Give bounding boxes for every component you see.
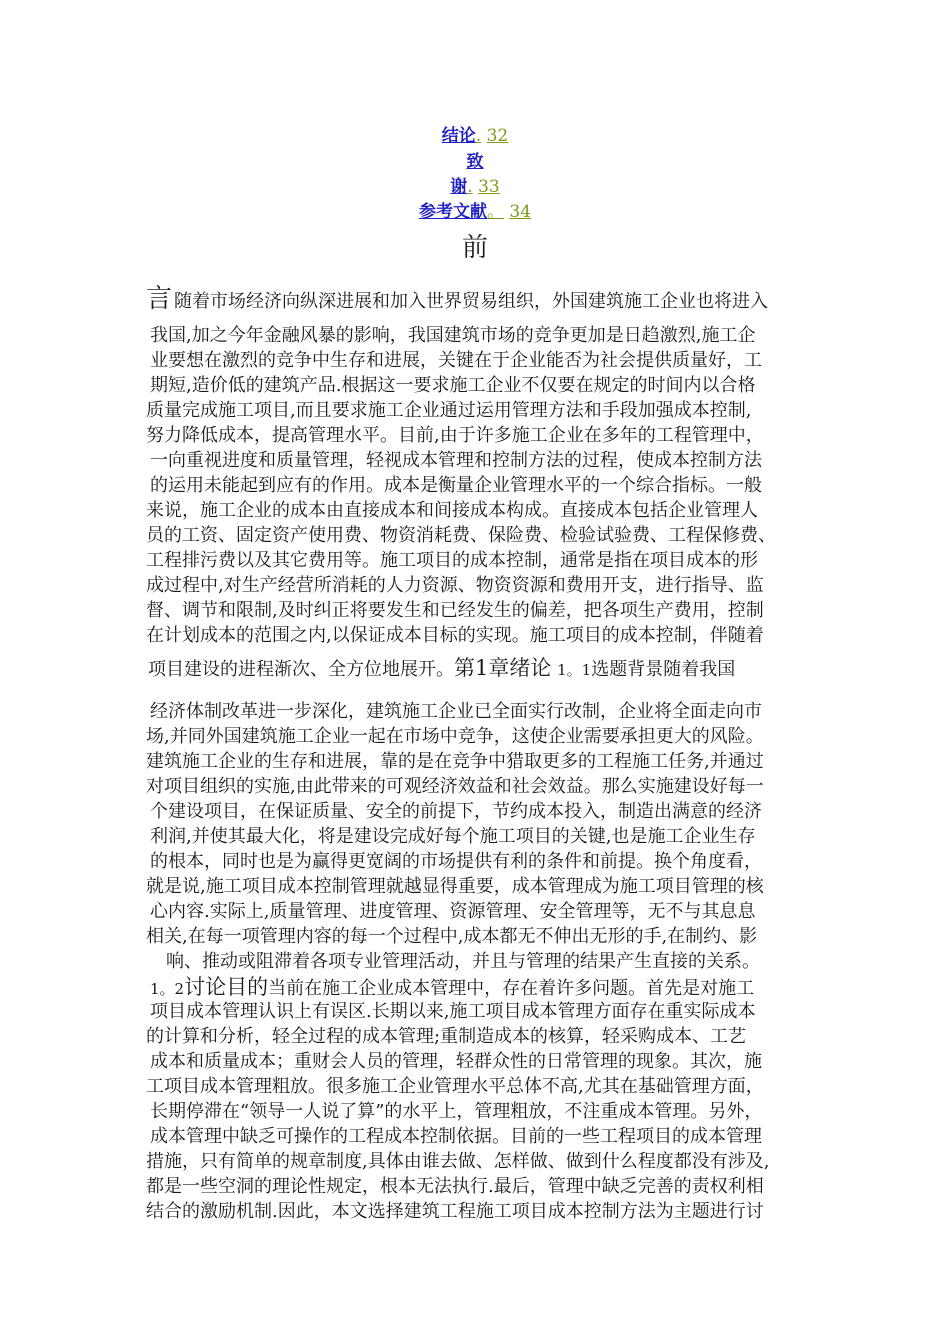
toc-page[interactable]: 33 (478, 177, 500, 197)
body-line: 努力降低成本，提高管理水平。目前,由于许多施工企业在多年的工程管理中， (146, 425, 764, 446)
body-line: 都是一些空洞的理论性规定，根本无法执行.最后，管理中缺乏完善的责权利相 (146, 1176, 764, 1197)
body-line: 一向重视进度和质量管理，轻视成本管理和控制方法的过程，使成本控制方法 (150, 450, 762, 471)
toc-entry-references[interactable] (0, 200, 950, 224)
section-1-2-line (0, 975, 950, 1001)
body-line: 的运用未能起到应有的作用。成本是衡量企业管理水平的一个综合指标。一般 (150, 475, 762, 496)
preface-heading-char-2: 言 (146, 284, 173, 314)
section-number: 1。1 (557, 661, 592, 679)
body-line: 项目成本管理认识上有误区.长期以来,施工项目成本管理方面存在重实际成本 (150, 1001, 756, 1022)
body-line: 来说，施工企业的成本由直接成本和间接成本构成。直接成本包括企业管理人 (146, 500, 758, 521)
body-text: 项目建设的进程渐次、全方位地展开。 (148, 659, 454, 680)
body-line: 随着市场经济向纵深进展和加入世界贸易组织，外国建筑施工企业也将进入 (174, 291, 768, 312)
body-line: 场,并同外国建筑施工企业一起在市场中竞争，这使企业需要承担更大的风险。 (146, 726, 764, 747)
body-line: 结合的激励机制.因此，本文选择建筑工程施工项目成本控制方法为主题进行讨 (146, 1201, 764, 1222)
toc-page[interactable]: 32 (486, 126, 509, 146)
body-line: 我国,加之今年金融风暴的影响，我国建筑市场的竞争更加是日趋激烈,施工企 (150, 325, 756, 346)
body-line: 心内容.实际上,质量管理、进度管理、资源管理、安全管理等，无不与其息息 (150, 901, 756, 922)
toc-title[interactable]: 结论 (441, 126, 476, 146)
chapter-heading: 第1章绪论 (454, 656, 552, 680)
toc-title[interactable]: 致 (466, 152, 484, 172)
body-line: 建筑施工企业的生存和进展，靠的是在竞争中猎取更多的工程施工任务,并通过 (146, 751, 764, 772)
body-text: 随着我国 (663, 659, 736, 680)
body-line: 业要想在激烈的竞争中生存和进展，关键在于企业能否为社会提供质量好，工 (150, 350, 762, 371)
body-line: 长期停滞在“领导一人说了算”的水平上，管理粗放，不注重成本管理。另外， (150, 1101, 763, 1122)
toc-entry-conclusion[interactable] (0, 124, 950, 148)
toc-separator: . (467, 177, 473, 197)
body-line: 响、推动或阻滞着各项专业管理活动，并且与管理的结果产生直接的关系。 (166, 951, 760, 972)
toc-title[interactable]: 谢 (450, 177, 468, 197)
section-heading: 讨论目的 (184, 975, 269, 999)
body-line: 经济体制改革进一步深化，建筑施工企业已全面实行改制，企业将全面走向市 (150, 701, 762, 722)
body-line: 成本和质量成本；重财会人员的管理，轻群众性的日常管理的现象。其次，施 (150, 1051, 762, 1072)
body-line: 督、调节和限制,及时纠正将要发生和已经发生的偏差，把各项生产费用，控制 (146, 600, 764, 621)
body-line: 成过程中,对生产经营所消耗的人力资源、物资资源和费用开支，进行指导、监 (146, 575, 764, 596)
body-line: 就是说,施工项目成本控制管理就越显得重要，成本管理成为施工项目管理的核 (146, 876, 764, 897)
toc-title[interactable]: 参考文献 (418, 202, 487, 222)
body-line: 期短,造价低的建筑产品.根据这一要求施工企业不仅要在规定的时间内以合格 (150, 375, 756, 396)
body-line: 在计划成本的范围之内,以保证成本目标的实现。施工项目的成本控制，伴随着 (146, 625, 764, 646)
section-heading: 选题背景 (591, 659, 664, 680)
body-line: 成本管理中缺乏可操作的工程成本控制依据。目前的一些工程项目的成本管理 (150, 1126, 762, 1147)
chapter-1-line (0, 656, 950, 682)
body-line: 的根本，同时也是为赢得更宽阔的市场提供有利的条件和前提。换个角度看， (150, 851, 762, 872)
body-line: 利润,并使其最大化，将是建设完成好每个施工项目的关键,也是施工企业生存 (150, 826, 756, 847)
body-line: 质量完成施工项目,而且要求施工企业通过运用管理方法和手段加强成本控制, (146, 400, 752, 421)
toc-page[interactable]: 34 (509, 202, 532, 222)
toc-entry-acknowledgement-2[interactable] (0, 175, 950, 199)
body-line: 员的工资、固定资产使用费、物资消耗费、保险费、检验试验费、工程保修费、 (146, 525, 776, 546)
body-line: 个建设项目，在保证质量、安全的前提下，节约成本投入，制造出满意的经济 (150, 801, 762, 822)
body-text: 当前在施工企业成本管理中，存在着许多问题。首先是对施工 (268, 978, 755, 999)
body-line: 的计算和分析，轻全过程的成本管理;重制造成本的核算，轻采购成本、工艺 (146, 1026, 747, 1047)
toc-entry-acknowledgement-1[interactable] (0, 150, 950, 174)
preface-heading-char-1: 前 (462, 233, 489, 263)
section-number: 1。2 (150, 980, 185, 998)
toc-separator: 。 (486, 202, 504, 222)
body-line: 工项目成本管理粗放。很多施工企业管理水平总体不高,尤其在基础管理方面， (146, 1076, 764, 1097)
body-line: 对项目组织的实施,由此带来的可观经济效益和社会效益。那么实施建设好每一 (146, 776, 764, 797)
body-line: 工程排污费以及其它费用等。施工项目的成本控制，通常是指在项目成本的形 (146, 550, 758, 571)
body-line: 措施，只有简单的规章制度,具体由谁去做、怎样做、做到什么程度都没有涉及, (146, 1151, 770, 1172)
body-line: 相关,在每一项管理内容的每一个过程中,成本都无不伸出无形的手,在制约、影 (146, 926, 758, 947)
toc-separator: . (475, 126, 482, 146)
